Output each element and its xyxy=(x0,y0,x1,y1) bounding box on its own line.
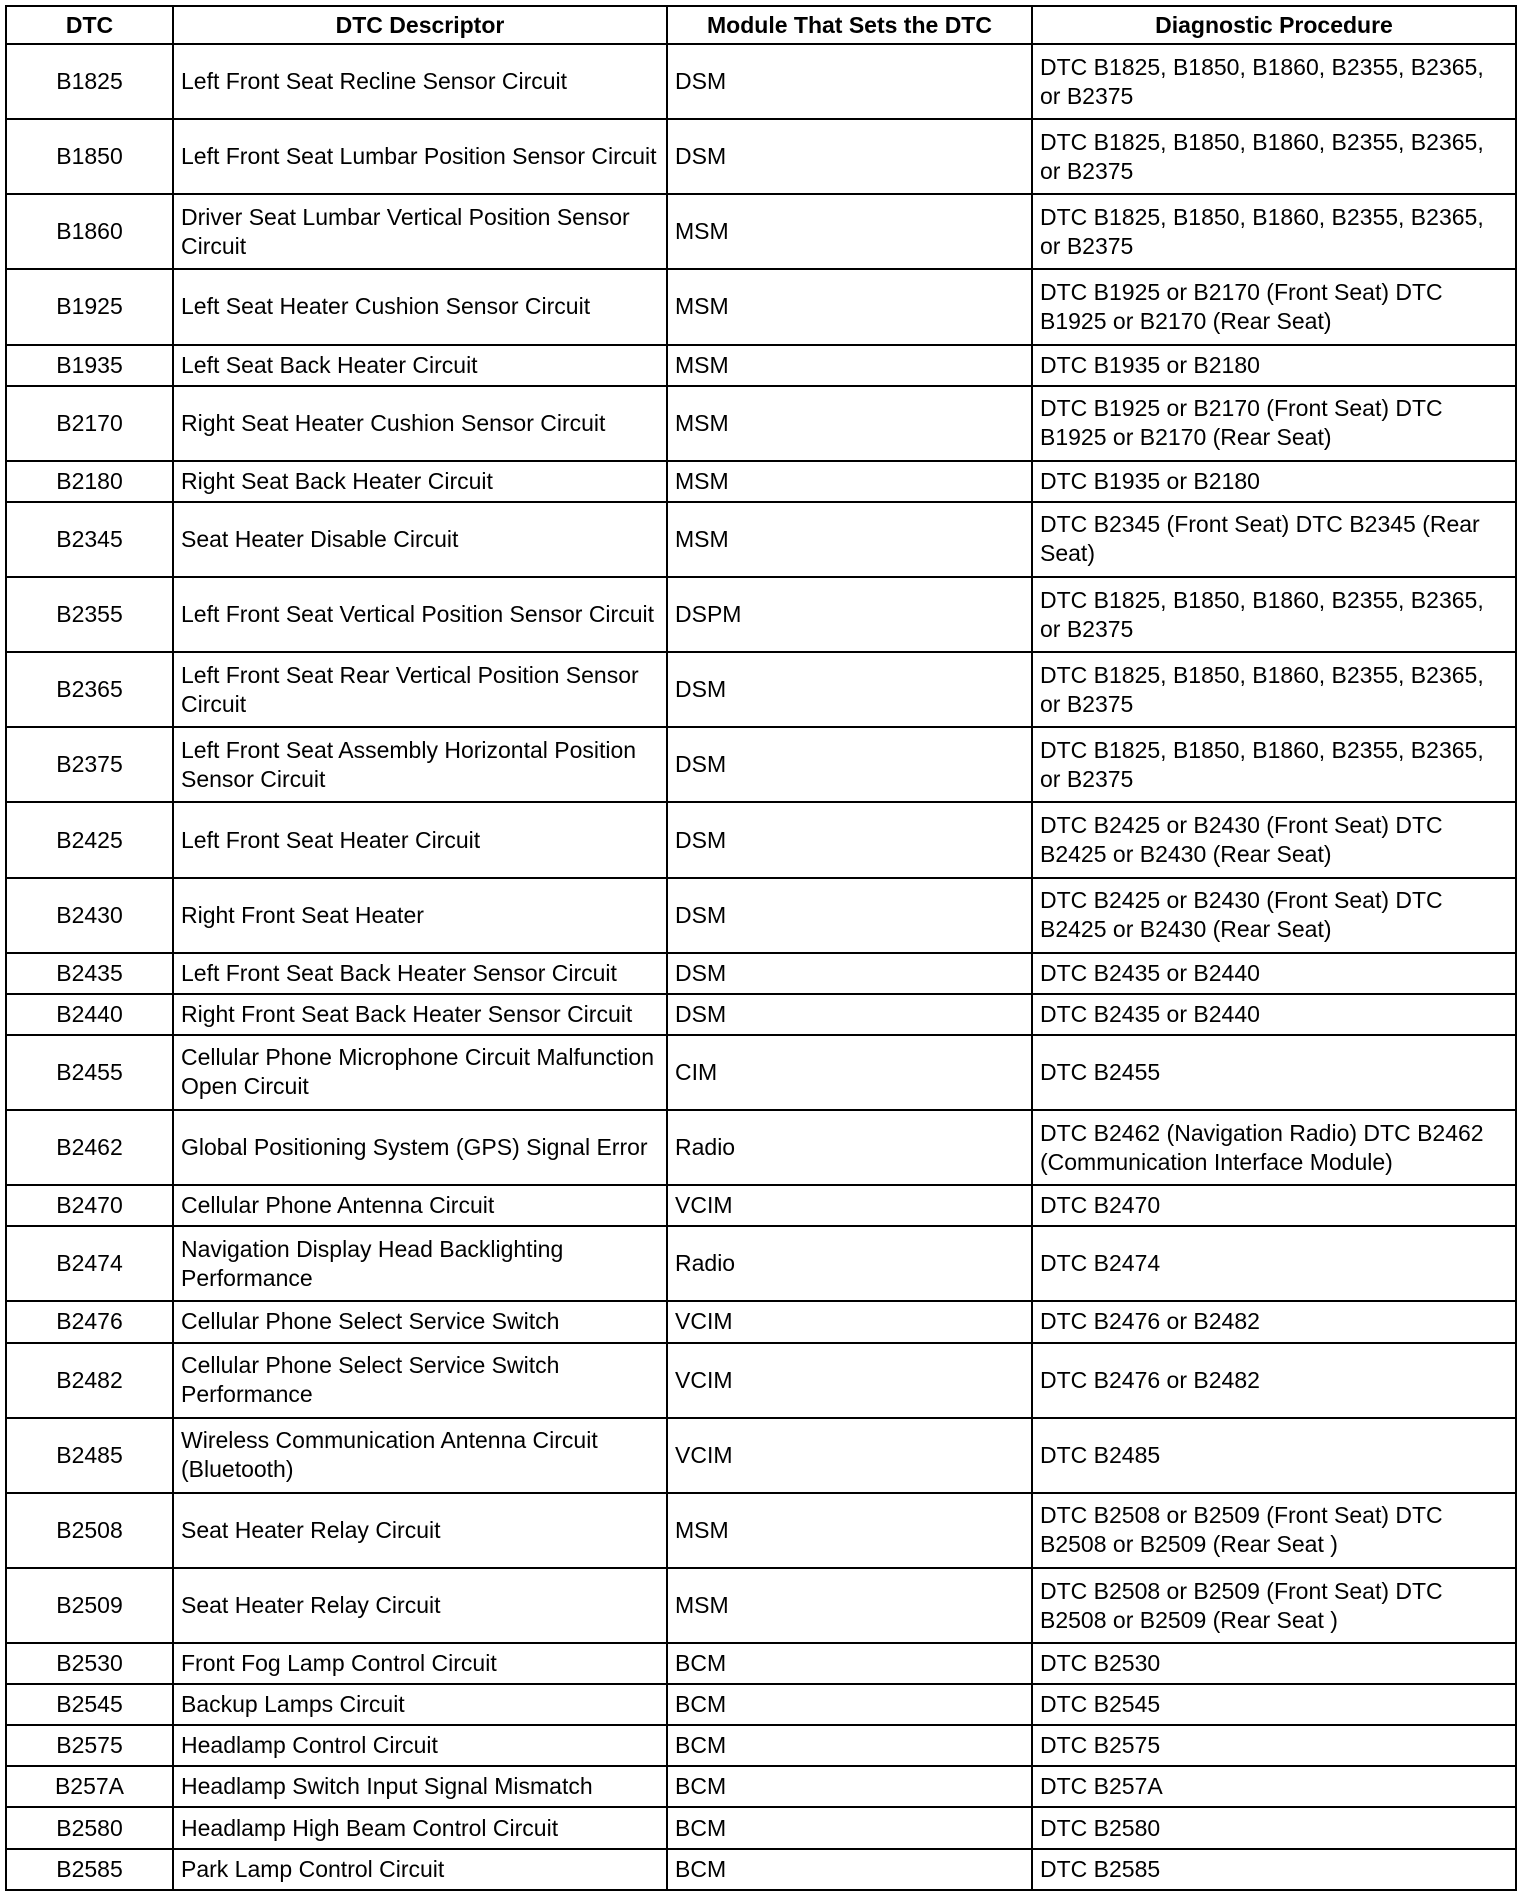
descriptor-cell: Left Front Seat Heater Circuit xyxy=(173,802,667,877)
dtc-cell: B2509 xyxy=(6,1568,173,1643)
dtc-cell: B2530 xyxy=(6,1643,173,1684)
descriptor-cell: Left Front Seat Rear Vertical Position Sensor Circuit xyxy=(173,652,667,727)
table-row xyxy=(6,1185,1516,1226)
module-cell: MSM xyxy=(667,461,1032,502)
module-cell: Radio xyxy=(667,1110,1032,1185)
procedure-cell: DTC B1825, B1850, B1860, B2355, B2365, or B2375 xyxy=(1032,727,1516,802)
module-cell: BCM xyxy=(667,1725,1032,1766)
table-row xyxy=(6,994,1516,1035)
procedure-cell: DTC B2435 or B2440 xyxy=(1032,953,1516,994)
descriptor-cell: Headlamp High Beam Control Circuit xyxy=(173,1807,667,1848)
module-cell: Radio xyxy=(667,1226,1032,1301)
module-cell: MSM xyxy=(667,269,1032,344)
module-cell: VCIM xyxy=(667,1185,1032,1226)
descriptor-cell: Navigation Display Head Backlighting Performance xyxy=(173,1226,667,1301)
descriptor-cell: Seat Heater Relay Circuit xyxy=(173,1493,667,1568)
module-cell: VCIM xyxy=(667,1343,1032,1418)
table-row xyxy=(6,878,1516,953)
procedure-cell: DTC B1825, B1850, B1860, B2355, B2365, or B2375 xyxy=(1032,119,1516,194)
descriptor-cell: Left Front Seat Assembly Horizontal Position Sensor Circuit xyxy=(173,727,667,802)
procedure-cell: DTC B1825, B1850, B1860, B2355, B2365, or B2375 xyxy=(1032,652,1516,727)
table-row xyxy=(6,1418,1516,1493)
table-row xyxy=(6,1343,1516,1418)
module-cell: BCM xyxy=(667,1849,1032,1890)
procedure-cell: DTC B2545 xyxy=(1032,1684,1516,1725)
dtc-table xyxy=(5,5,1517,1891)
descriptor-cell: Left Front Seat Recline Sensor Circuit xyxy=(173,44,667,119)
dtc-cell: B1850 xyxy=(6,119,173,194)
dtc-cell: B2580 xyxy=(6,1807,173,1848)
descriptor-cell: Right Seat Heater Cushion Sensor Circuit xyxy=(173,386,667,461)
dtc-cell: B2462 xyxy=(6,1110,173,1185)
dtc-cell: B2476 xyxy=(6,1301,173,1342)
dtc-cell: B2455 xyxy=(6,1035,173,1110)
descriptor-cell: Left Front Seat Back Heater Sensor Circuit xyxy=(173,953,667,994)
module-cell: DSPM xyxy=(667,577,1032,652)
header-dtc-descriptor: DTC Descriptor xyxy=(173,6,667,44)
procedure-cell: DTC B2585 xyxy=(1032,1849,1516,1890)
table-row xyxy=(6,1684,1516,1725)
table-row xyxy=(6,727,1516,802)
descriptor-cell: Seat Heater Disable Circuit xyxy=(173,502,667,577)
dtc-cell: B1925 xyxy=(6,269,173,344)
table-row xyxy=(6,1849,1516,1890)
table-row xyxy=(6,461,1516,502)
descriptor-cell: Left Front Seat Vertical Position Sensor Circuit xyxy=(173,577,667,652)
procedure-cell: DTC B2474 xyxy=(1032,1226,1516,1301)
dtc-cell: B2430 xyxy=(6,878,173,953)
descriptor-cell: Headlamp Switch Input Signal Mismatch xyxy=(173,1766,667,1807)
dtc-cell: B2470 xyxy=(6,1185,173,1226)
dtc-cell: B2474 xyxy=(6,1226,173,1301)
procedure-cell: DTC B2508 or B2509 (Front Seat) DTC B2508 or B2509 (Rear Seat ) xyxy=(1032,1493,1516,1568)
dtc-cell: B2585 xyxy=(6,1849,173,1890)
table-row xyxy=(6,1766,1516,1807)
procedure-cell: DTC B2425 or B2430 (Front Seat) DTC B2425 or B2430 (Rear Seat) xyxy=(1032,878,1516,953)
descriptor-cell: Cellular Phone Microphone Circuit Malfunction Open Circuit xyxy=(173,1035,667,1110)
header-diagnostic-procedure: Diagnostic Procedure xyxy=(1032,6,1516,44)
module-cell: CIM xyxy=(667,1035,1032,1110)
table-row xyxy=(6,44,1516,119)
descriptor-cell: Global Positioning System (GPS) Signal Error xyxy=(173,1110,667,1185)
table-row xyxy=(6,1568,1516,1643)
module-cell: DSM xyxy=(667,953,1032,994)
table-row xyxy=(6,1725,1516,1766)
descriptor-cell: Left Seat Back Heater Circuit xyxy=(173,345,667,386)
module-cell: MSM xyxy=(667,345,1032,386)
procedure-cell: DTC B2455 xyxy=(1032,1035,1516,1110)
procedure-cell: DTC B2476 or B2482 xyxy=(1032,1343,1516,1418)
table-row xyxy=(6,1110,1516,1185)
module-cell: BCM xyxy=(667,1766,1032,1807)
table-row xyxy=(6,577,1516,652)
dtc-cell: B2545 xyxy=(6,1684,173,1725)
descriptor-cell: Backup Lamps Circuit xyxy=(173,1684,667,1725)
descriptor-cell: Right Front Seat Heater xyxy=(173,878,667,953)
descriptor-cell: Right Seat Back Heater Circuit xyxy=(173,461,667,502)
dtc-cell: B2482 xyxy=(6,1343,173,1418)
dtc-cell: B2375 xyxy=(6,727,173,802)
dtc-cell: B1860 xyxy=(6,194,173,269)
procedure-cell: DTC B257A xyxy=(1032,1766,1516,1807)
descriptor-cell: Wireless Communication Antenna Circuit (Bluetooth) xyxy=(173,1418,667,1493)
module-cell: MSM xyxy=(667,194,1032,269)
table-row xyxy=(6,269,1516,344)
procedure-cell: DTC B2425 or B2430 (Front Seat) DTC B2425 or B2430 (Rear Seat) xyxy=(1032,802,1516,877)
dtc-cell: B2345 xyxy=(6,502,173,577)
procedure-cell: DTC B1925 or B2170 (Front Seat) DTC B1925 or B2170 (Rear Seat) xyxy=(1032,269,1516,344)
module-cell: DSM xyxy=(667,119,1032,194)
descriptor-cell: Left Front Seat Lumbar Position Sensor Circuit xyxy=(173,119,667,194)
dtc-cell: B2180 xyxy=(6,461,173,502)
table-row xyxy=(6,1493,1516,1568)
descriptor-cell: Headlamp Control Circuit xyxy=(173,1725,667,1766)
module-cell: DSM xyxy=(667,802,1032,877)
table-row xyxy=(6,194,1516,269)
dtc-cell: B2435 xyxy=(6,953,173,994)
procedure-cell: DTC B2435 or B2440 xyxy=(1032,994,1516,1035)
dtc-cell: B2485 xyxy=(6,1418,173,1493)
descriptor-cell: Cellular Phone Select Service Switch Performance xyxy=(173,1343,667,1418)
module-cell: DSM xyxy=(667,994,1032,1035)
procedure-cell: DTC B2470 xyxy=(1032,1185,1516,1226)
table-row xyxy=(6,1226,1516,1301)
module-cell: DSM xyxy=(667,878,1032,953)
descriptor-cell: Cellular Phone Antenna Circuit xyxy=(173,1185,667,1226)
table-row xyxy=(6,119,1516,194)
descriptor-cell: Cellular Phone Select Service Switch xyxy=(173,1301,667,1342)
dtc-table-container xyxy=(5,5,1515,1891)
dtc-cell: B257A xyxy=(6,1766,173,1807)
module-cell: MSM xyxy=(667,1568,1032,1643)
dtc-cell: B1825 xyxy=(6,44,173,119)
dtc-cell: B1935 xyxy=(6,345,173,386)
procedure-cell: DTC B2530 xyxy=(1032,1643,1516,1684)
table-row xyxy=(6,802,1516,877)
module-cell: MSM xyxy=(667,386,1032,461)
descriptor-cell: Driver Seat Lumbar Vertical Position Sensor Circuit xyxy=(173,194,667,269)
dtc-cell: B2365 xyxy=(6,652,173,727)
table-row xyxy=(6,1301,1516,1342)
dtc-cell: B2575 xyxy=(6,1725,173,1766)
procedure-cell: DTC B1825, B1850, B1860, B2355, B2365, or B2375 xyxy=(1032,194,1516,269)
module-cell: DSM xyxy=(667,727,1032,802)
module-cell: DSM xyxy=(667,44,1032,119)
procedure-cell: DTC B2345 (Front Seat) DTC B2345 (Rear Seat) xyxy=(1032,502,1516,577)
table-row xyxy=(6,652,1516,727)
table-row xyxy=(6,502,1516,577)
table-body xyxy=(6,44,1516,1890)
procedure-cell: DTC B1935 or B2180 xyxy=(1032,345,1516,386)
procedure-cell: DTC B2508 or B2509 (Front Seat) DTC B2508 or B2509 (Rear Seat ) xyxy=(1032,1568,1516,1643)
procedure-cell: DTC B1935 or B2180 xyxy=(1032,461,1516,502)
module-cell: VCIM xyxy=(667,1301,1032,1342)
descriptor-cell: Seat Heater Relay Circuit xyxy=(173,1568,667,1643)
procedure-cell: DTC B2580 xyxy=(1032,1807,1516,1848)
module-cell: MSM xyxy=(667,1493,1032,1568)
table-row xyxy=(6,1807,1516,1848)
descriptor-cell: Park Lamp Control Circuit xyxy=(173,1849,667,1890)
procedure-cell: DTC B1825, B1850, B1860, B2355, B2365, or B2375 xyxy=(1032,44,1516,119)
module-cell: BCM xyxy=(667,1807,1032,1848)
descriptor-cell: Right Front Seat Back Heater Sensor Circuit xyxy=(173,994,667,1035)
table-row xyxy=(6,1643,1516,1684)
table-row xyxy=(6,953,1516,994)
dtc-cell: B2440 xyxy=(6,994,173,1035)
dtc-cell: B2425 xyxy=(6,802,173,877)
header-dtc: DTC xyxy=(6,6,173,44)
procedure-cell: DTC B1825, B1850, B1860, B2355, B2365, or B2375 xyxy=(1032,577,1516,652)
table-row xyxy=(6,1035,1516,1110)
dtc-cell: B2170 xyxy=(6,386,173,461)
descriptor-cell: Left Seat Heater Cushion Sensor Circuit xyxy=(173,269,667,344)
module-cell: BCM xyxy=(667,1643,1032,1684)
procedure-cell: DTC B2476 or B2482 xyxy=(1032,1301,1516,1342)
procedure-cell: DTC B2462 (Navigation Radio) DTC B2462 (Communication Interface Module) xyxy=(1032,1110,1516,1185)
procedure-cell: DTC B2485 xyxy=(1032,1418,1516,1493)
descriptor-cell: Front Fog Lamp Control Circuit xyxy=(173,1643,667,1684)
procedure-cell: DTC B1925 or B2170 (Front Seat) DTC B1925 or B2170 (Rear Seat) xyxy=(1032,386,1516,461)
table-header-row xyxy=(6,6,1516,44)
dtc-cell: B2508 xyxy=(6,1493,173,1568)
header-module: Module That Sets the DTC xyxy=(667,6,1032,44)
table-row xyxy=(6,386,1516,461)
module-cell: MSM xyxy=(667,502,1032,577)
procedure-cell: DTC B2575 xyxy=(1032,1725,1516,1766)
module-cell: BCM xyxy=(667,1684,1032,1725)
module-cell: VCIM xyxy=(667,1418,1032,1493)
dtc-cell: B2355 xyxy=(6,577,173,652)
table-row xyxy=(6,345,1516,386)
module-cell: DSM xyxy=(667,652,1032,727)
